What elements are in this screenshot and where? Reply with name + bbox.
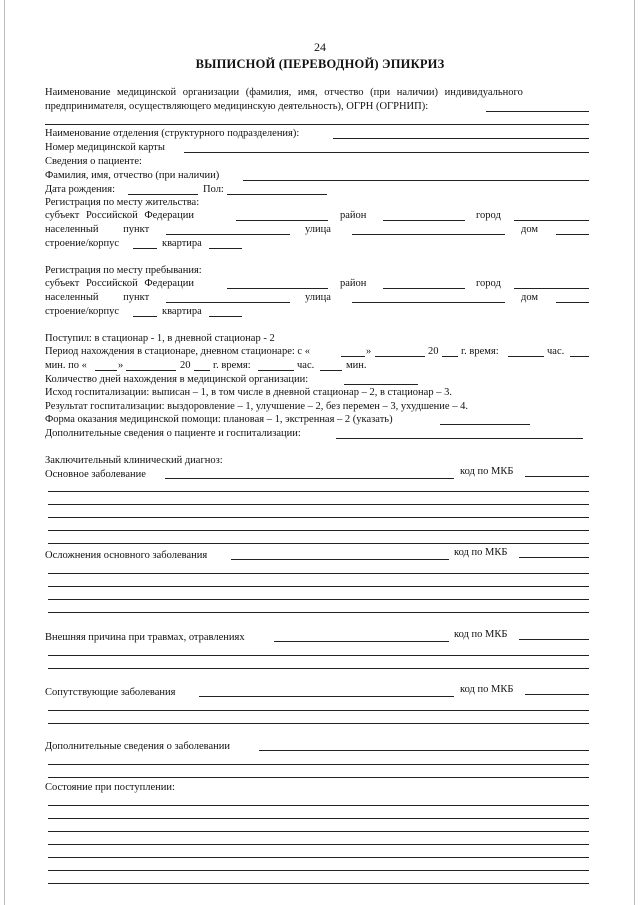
main-disease-icd-label: код по МКБ (460, 466, 514, 477)
dob-label: Дата рождения: (45, 184, 116, 195)
admission-state-line-1[interactable] (48, 805, 589, 806)
stay-building-field[interactable] (133, 316, 157, 317)
residence-district-field[interactable] (383, 220, 465, 221)
period-to-month-field[interactable] (126, 370, 176, 371)
page-edge-right (634, 0, 635, 905)
period-to-minute-field[interactable] (320, 370, 342, 371)
complications-field[interactable] (231, 559, 449, 560)
main-disease-line-2[interactable] (48, 504, 589, 505)
period-to-minute-label: мин. (346, 360, 367, 371)
admitted-label: Поступил: в стационар - 1, в дневной стационар - 2 (45, 333, 275, 344)
days-label: Количество дней нахождения в медицинской организации: (45, 374, 309, 385)
comorbid-label: Сопутствующие заболевания (45, 687, 176, 698)
main-disease-line-1[interactable] (48, 491, 589, 492)
period-to-hour-field[interactable] (258, 370, 294, 371)
stay-city-field[interactable] (514, 288, 589, 289)
comorbid-line-2[interactable] (48, 723, 589, 724)
days-field[interactable] (344, 384, 418, 385)
period-from-hour-field[interactable] (508, 356, 544, 357)
disease-extra-field[interactable] (259, 750, 589, 751)
admission-state-line-4[interactable] (48, 844, 589, 845)
stay-street-field[interactable] (352, 302, 505, 303)
sex-field[interactable] (227, 194, 327, 195)
diagnosis-heading: Заключительный клинический диагноз: (45, 455, 223, 466)
stay-building-label: строение/корпус (45, 306, 120, 317)
residence-apartment-field[interactable] (209, 248, 242, 249)
residence-subject-label: субъект Российской Федерации (45, 210, 194, 221)
period-from-year-prefix: 20 (428, 346, 439, 357)
external-cause-line-1[interactable] (48, 655, 589, 656)
stay-heading: Регистрация по месту пребывания: (45, 265, 202, 276)
complications-icd-label: код по МКБ (454, 547, 508, 558)
complications-label: Осложнения основного заболевания (45, 550, 208, 561)
comorbid-icd-field[interactable] (525, 694, 589, 695)
period-to-day-field[interactable] (95, 370, 117, 371)
stay-street-label: улица (305, 292, 331, 303)
complications-line-1[interactable] (48, 573, 589, 574)
main-disease-label: Основное заболевание (45, 469, 146, 480)
extra-label: Дополнительные сведения о пациенте и госпитализации: (45, 428, 301, 439)
period-from-year-field[interactable] (442, 356, 458, 357)
residence-building-field[interactable] (133, 248, 157, 249)
patient-fio-label: Фамилия, имя, отчество (при наличии) (45, 170, 220, 181)
stay-house-field[interactable] (556, 302, 589, 303)
extra-field[interactable] (336, 438, 583, 439)
card-number-field[interactable] (184, 152, 589, 153)
external-cause-field[interactable] (274, 641, 449, 642)
admission-state-line-6[interactable] (48, 870, 589, 871)
residence-street-label: улица (305, 224, 331, 235)
disease-extra-line-2[interactable] (48, 777, 589, 778)
period-from-minute-field[interactable] (570, 356, 589, 357)
main-disease-field[interactable] (165, 478, 454, 479)
external-cause-icd-label: код по МКБ (454, 629, 508, 640)
external-cause-icd-field[interactable] (519, 639, 589, 640)
period-to-quote: » (118, 360, 124, 371)
complications-line-2[interactable] (48, 586, 589, 587)
residence-house-field[interactable] (556, 234, 589, 235)
residence-street-field[interactable] (352, 234, 505, 235)
sex-label: Пол: (203, 184, 224, 195)
disease-extra-line-1[interactable] (48, 764, 589, 765)
residence-building-label: строение/корпус (45, 238, 120, 249)
external-cause-label: Внешняя причина при травмах, отравлениях (45, 632, 245, 643)
document-title: ВЫПИСНОЙ (ПЕРЕВОДНОЙ) ЭПИКРИЗ (195, 57, 445, 71)
stay-house-label: дом (521, 292, 539, 303)
department-field[interactable] (333, 138, 589, 139)
period-from-day-field[interactable] (341, 356, 365, 357)
period-to-label: мин. по « (45, 360, 87, 371)
stay-apartment-field[interactable] (209, 316, 242, 317)
comorbid-icd-label: код по МКБ (460, 684, 514, 695)
disease-extra-label: Дополнительные сведения о заболевании (45, 741, 231, 752)
form-label: Форма оказания медицинской помощи: плановая – 1, экстренная – 2 (указать) (45, 414, 393, 425)
comorbid-field[interactable] (199, 696, 454, 697)
residence-house-label: дом (521, 224, 539, 235)
comorbid-line-1[interactable] (48, 710, 589, 711)
outcome-label: Исход госпитализации: выписан – 1, в том числе в дневной стационар – 2, в стационар – 3. (45, 387, 452, 398)
period-to-hour-label: час. (297, 360, 315, 371)
stay-subject-label: субъект Российской Федерации (45, 278, 194, 289)
period-from-hour-label: час. (547, 346, 565, 357)
org-field-line[interactable] (486, 111, 589, 112)
main-disease-line-3[interactable] (48, 517, 589, 518)
department-label: Наименование отделения (структурного подразделения): (45, 128, 300, 139)
external-cause-line-2[interactable] (48, 668, 589, 669)
org-field-line-2[interactable] (45, 124, 589, 125)
main-disease-icd-field[interactable] (525, 476, 589, 477)
form-field[interactable] (440, 424, 530, 425)
org-label-line1: Наименование медицинской организации (фамилия, имя, отчество (при наличии) индивидуального (45, 87, 523, 98)
admission-state-label: Состояние при поступлении: (45, 782, 175, 793)
residence-apartment-label: квартира (162, 238, 202, 249)
residence-city-label: город (476, 210, 501, 221)
stay-apartment-label: квартира (162, 306, 202, 317)
admission-state-line-3[interactable] (48, 831, 589, 832)
stay-settlement-field[interactable] (166, 302, 290, 303)
period-from-quote: » (366, 346, 372, 357)
period-to-year-field[interactable] (194, 370, 210, 371)
result-label: Результат госпитализации: выздоровление – 1, улучшение – 2, без перемен – 3, ухудшение – 4. (45, 401, 468, 412)
residence-subject-field[interactable] (236, 220, 328, 221)
period-to-time-label: г. время: (213, 360, 251, 371)
stay-city-label: город (476, 278, 501, 289)
period-to-year-prefix: 20 (180, 360, 191, 371)
admission-state-line-5[interactable] (48, 857, 589, 858)
stay-settlement-label: населенный пункт (45, 292, 150, 303)
residence-city-field[interactable] (514, 220, 589, 221)
main-disease-line-5[interactable] (48, 543, 589, 544)
admission-state-line-7[interactable] (48, 883, 589, 884)
residence-heading: Регистрация по месту жительства: (45, 197, 200, 208)
stay-district-field[interactable] (383, 288, 465, 289)
residence-settlement-field[interactable] (166, 234, 290, 235)
admission-state-line-2[interactable] (48, 818, 589, 819)
patient-fio-field[interactable] (243, 180, 589, 181)
stay-district-label: район (340, 278, 367, 289)
period-from-time-label: г. время: (461, 346, 499, 357)
main-disease-line-4[interactable] (48, 530, 589, 531)
card-number-label: Номер медицинской карты (45, 142, 165, 153)
period-label: Период нахождения в стационаре, дневном стационаре: с « (45, 346, 310, 357)
org-label-line2: предпринимателя, осуществляющего медицинскую деятельность), ОГРН (ОГРНИП): (45, 101, 429, 112)
patient-heading: Сведения о пациенте: (45, 156, 142, 167)
stay-subject-field[interactable] (227, 288, 328, 289)
complications-icd-field[interactable] (519, 557, 589, 558)
dob-field[interactable] (128, 194, 198, 195)
residence-district-label: район (340, 210, 367, 221)
period-from-month-field[interactable] (375, 356, 425, 357)
page-number: 24 (314, 40, 326, 54)
complications-line-4[interactable] (48, 612, 589, 613)
complications-line-3[interactable] (48, 599, 589, 600)
residence-settlement-label: населенный пункт (45, 224, 150, 235)
page-edge-left (4, 0, 5, 905)
